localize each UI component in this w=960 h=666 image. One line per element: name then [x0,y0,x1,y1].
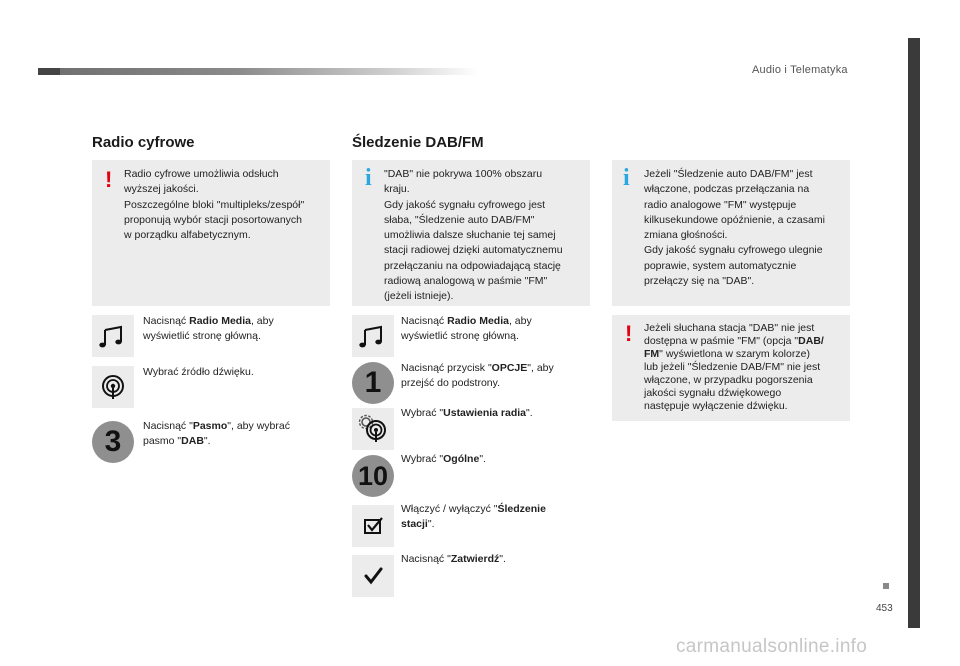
dab-section-title: Śledzenie DAB/FM [352,134,484,151]
dab-step-2-text: Nacisnąć przycisk "OPCJE", aby przejść do podstrony. [401,362,554,389]
dab-warning-box [612,315,850,421]
radio-warning-text: Radio cyfrowe umożliwia odsłuch wyższej jakości. Poszczególne bloki "multipleks/zespół" proponują wybór stacji posortowanych w porządku alfabetycznym. [124,168,305,242]
page-marker [883,583,889,589]
checkmark-icon [352,555,394,597]
checkbox-icon [352,505,394,547]
dab-step-5-text: Włączyć / wyłączyć "Śledzenie stacji". [401,503,546,530]
step-number-1: 1 [352,362,394,404]
dab-info-box [352,160,590,306]
dab-warning-text: Jeżeli słuchana stacja "DAB" nie jest dostępna w paśmie "FM" (opcja "DAB/ FM" wyświetlona w szarym kolorze) lub jeżeli "Śledzenie DAB/FM" nie jest włączone, w przypadku pogorszenia jakości sygnału dźwiękowego następuje wyłączenie dźwięku. [644,322,824,412]
page-edge-stripe [908,38,920,628]
header-bar [38,68,478,75]
info-icon: i [365,165,372,191]
music-note-icon [92,315,134,357]
page-number: 453 [876,603,893,614]
dab-info-text: "DAB" nie pokrywa 100% obszaru kraju. Gdy jakość sygnału cyfrowego jest słaba, "Śledzenie auto DAB/FM" umożliwia dalsze słuchanie tej samej stacji radiowej dzięki automatycznemu przełączaniu na odpowiadającą stację radiową analogową w paśmie "FM" (jeżeli istnieje). [384,168,563,303]
watermark: carmanualsonline.info [676,636,868,657]
dab-step-3-text: Wybrać "Ustawienia radia". [401,407,533,419]
dab-info-text-2: Jeżeli "Śledzenie auto DAB/FM" jest włączone, podczas przełączania na radio analogowe "FM" występuje kilkusekundowe opóźnienie, a czasami zmiana głośności. Gdy jakość sygnału cyfrowego ulegnie poprawie, system automatycznie przełączy się na "DAB". [644,168,825,288]
dab-info-box-2 [612,160,850,306]
header-section-title: Audio i Telematyka [752,64,848,76]
dab-step-1-text: Nacisnąć Radio Media, aby wyświetlić stronę główną. [401,315,532,342]
radio-warning-box [92,160,330,306]
radio-section-title: Radio cyfrowe [92,134,195,151]
info-icon: i [623,165,630,191]
step-number-10: 10 [352,455,394,497]
radio-step-1-text: Nacisnąć Radio Media, aby wyświetlić stronę główną. [143,315,274,342]
music-note-icon [352,315,394,357]
warning-icon: ! [105,167,113,192]
dab-step-4-text: Wybrać "Ogólne". [401,453,486,465]
step-number-3: 3 [92,421,134,463]
dab-step-6-text: Nacisnąć "Zatwierdź". [401,553,506,565]
warning-icon: ! [625,321,633,346]
radio-signal-icon [92,366,134,408]
radio-settings-icon [352,408,394,450]
header-bar-accent [38,68,60,75]
radio-step-3-text: Nacisnąć "Pasmo", aby wybrać pasmo "DAB". [143,420,290,447]
radio-step-2-text: Wybrać źródło dźwięku. [143,366,254,378]
